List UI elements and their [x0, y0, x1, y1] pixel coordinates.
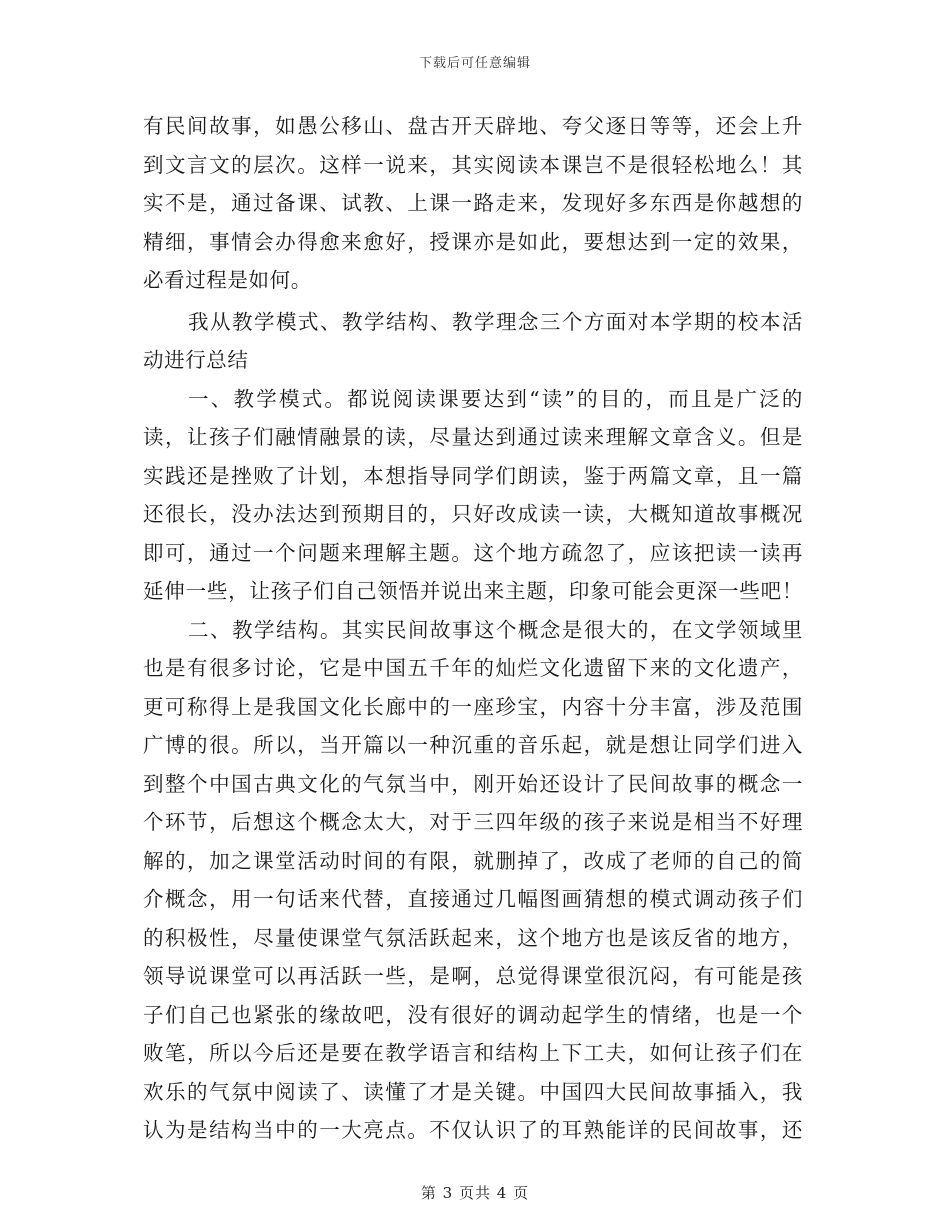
text-line: 个环节，后想这个概念太大，对于三四年级的孩子来说是相当不好理	[143, 810, 803, 834]
text-line: 子们自己也紧张的缘故吧，没有很好的调动起学生的情绪，也是一个	[143, 1002, 803, 1027]
text-line: 精细，事情会办得愈来愈好，授课亦是如此，要想达到一定的效果，	[143, 229, 803, 254]
text-line: 必看过程是如何。	[143, 268, 312, 292]
text-line: 到文言文的层次。这样一说来，其实阅读本课岂不是很轻松地么！其	[143, 152, 803, 177]
paragraph-first-line: 我从教学模式、教学结构、教学理念三个方面对本学期的校本活	[188, 309, 803, 334]
section-heading-line: 一、教学模式。都说阅读课要达到“读”的目的，而且是广泛的	[188, 386, 803, 411]
section-heading-line: 二、教学结构。其实民间故事这个概念是很大的，在文学领域里	[188, 617, 803, 642]
text-line: 实不是，通过备课、试教、上课一路走来，发现好多东西是你越想的	[143, 191, 803, 215]
text-line: 读，让孩子们融情融景的读，尽量达到通过读来理解文章含义。但是	[143, 425, 803, 449]
text-line: 到整个中国古典文化的气氛当中，刚开始还设计了民间故事的概念一	[143, 771, 803, 796]
text-line: 也是有很多讨论，它是中国五千年的灿烂文化遗留下来的文化遗产，	[143, 656, 803, 680]
text-line: 动进行总结	[143, 348, 249, 372]
text-line: 实践还是挫败了计划，本想指导同学们朗读，鉴于两篇文章，且一篇	[143, 463, 803, 488]
text-line: 有民间故事，如愚公移山、盘古开天辟地、夸父逐日等等，还会上升	[143, 114, 803, 138]
text-line: 欢乐的气氛中阅读了、读懂了才是关键。中国四大民间故事插入，我	[143, 1079, 803, 1104]
text-line: 败笔，所以今后还是要在教学语言和结构上下工夫，如何让孩子们在	[143, 1041, 803, 1065]
text-line: 延伸一些，让孩子们自己领悟并说出来主题，印象可能会更深一些吧！	[143, 579, 803, 603]
text-line: 更可称得上是我国文化长廊中的一座珍宝，内容十分丰富，涉及范围	[143, 694, 803, 719]
page-header: 下载后可任意编辑	[418, 56, 531, 71]
text-line: 介概念，用一句话来代替，直接通过几幅图画猜想的模式调动孩子们	[143, 887, 803, 911]
document-body	[143, 107, 803, 1150]
text-line: 还很长，没办法达到预期目的，只好改成读一读，大概知道故事概况	[143, 502, 803, 526]
text-line: 解的，加之课堂活动时间的有限，就删掉了，改成了老师的自己的简	[143, 848, 803, 873]
text-line: 即可，通过一个问题来理解主题。这个地方疏忽了，应该把读一读再	[143, 540, 803, 565]
page-number-footer: 第 3 页共 4 页	[420, 1184, 530, 1202]
text-line: 领导说课堂可以再活跃一些，是啊，总觉得课堂很沉闷，有可能是孩	[143, 964, 803, 988]
text-line: 的积极性，尽量使课堂气氛活跃起来，这个地方也是该反省的地方，	[143, 925, 803, 950]
text-line: 认为是结构当中的一大亮点。不仅认识了的耳熟能详的民间故事，还	[143, 1118, 803, 1142]
text-line: 广博的很。所以，当开篇以一种沉重的音乐起，就是想让同学们进入	[143, 733, 803, 757]
